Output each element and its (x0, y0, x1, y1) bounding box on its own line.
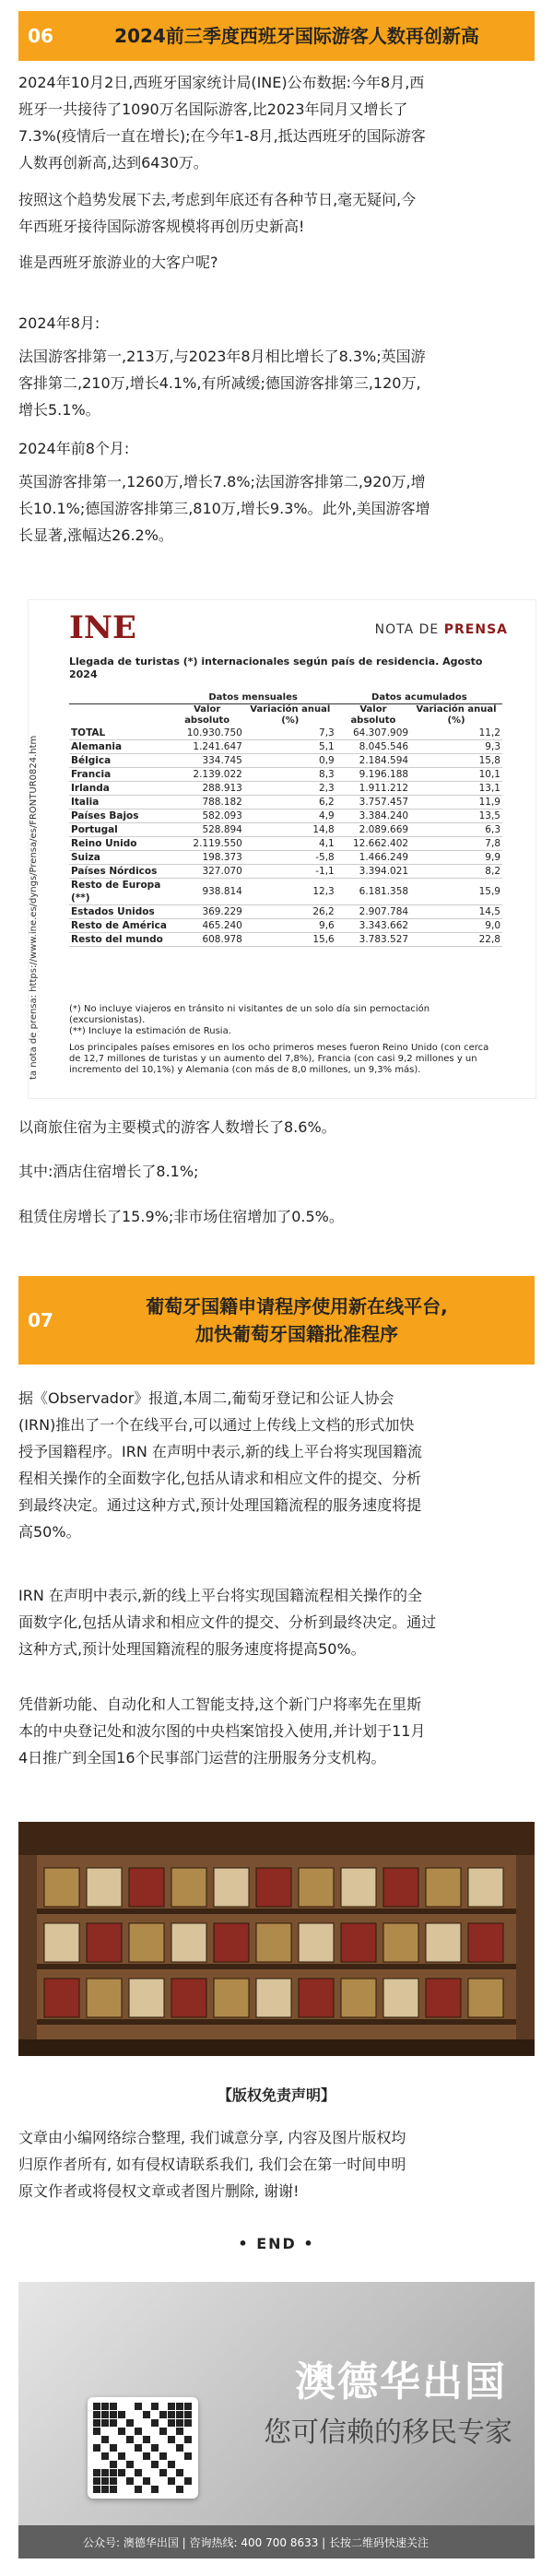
qr-module (101, 2477, 109, 2485)
award-plaque (171, 1979, 206, 2017)
qr-module (176, 2469, 183, 2476)
country-cell: Alemania (69, 740, 170, 754)
qr-module (176, 2403, 183, 2410)
award-plaque (44, 1979, 79, 2017)
qr-module (101, 2469, 109, 2476)
qr-module (93, 2403, 100, 2410)
value-cell: 198.373 (170, 851, 243, 865)
qr-module (93, 2428, 100, 2435)
award-plaque (299, 1868, 334, 1907)
country-cell: Estados Unidos (69, 905, 170, 919)
press-table-title: Llegada de turistas (*) internacionales según país de residencia. Agosto 2024 (69, 656, 483, 680)
value-cell: 2.907.784 (336, 905, 410, 919)
table-row (69, 851, 502, 865)
country-cell: Resto de América (69, 919, 170, 933)
brand-contact-bar: 公众号: 澳德华出国 | 咨询热线: 400 700 8633 | 长按二维码快速关注 (18, 2525, 535, 2558)
value-cell: 3.783.527 (336, 933, 410, 947)
table-row (69, 796, 502, 809)
qr-module (184, 2477, 192, 2485)
qr-module (184, 2411, 192, 2418)
col-header: Valor absoluto (184, 704, 230, 726)
paragraph-irn-statement: IRN 在声明中表示,新的线上平台将实现国籍流程相关操作的全 面数字化,包括从请求和相应文件的提交、分析到最终决定。通过 这种方式,预计处理国籍流程的服务速度将提高50%。 (18, 1587, 437, 1658)
value-cell: 938.814 (170, 879, 243, 905)
qr-module (101, 2486, 109, 2493)
value-cell: 14,5 (410, 905, 502, 919)
value-cell: 9.196.188 (336, 768, 410, 782)
qr-module (110, 2403, 117, 2410)
country-cell: Bélgica (69, 754, 170, 768)
country-cell: Resto de Europa (**) (69, 879, 170, 905)
qr-module (184, 2403, 192, 2410)
value-cell: 1.241.647 (170, 740, 243, 754)
award-plaque (426, 1868, 461, 1907)
award-plaque (214, 1979, 249, 2017)
award-plaque (171, 1868, 206, 1907)
value-cell: 3.757.457 (336, 796, 410, 809)
value-cell: 9,6 (244, 919, 336, 933)
col-header: Variación anual (%) (250, 704, 331, 726)
col-header: Variación anual (%) (416, 704, 497, 726)
value-cell: 13,5 (410, 809, 502, 823)
value-cell: 10,1 (410, 768, 502, 782)
qr-module (168, 2411, 175, 2418)
country-cell: Irlanda (69, 782, 170, 796)
award-plaque (426, 1923, 461, 1962)
qr-module (168, 2419, 175, 2427)
table-row (69, 809, 502, 823)
value-cell: 8,3 (244, 768, 336, 782)
value-cell: 6.181.358 (336, 879, 410, 905)
value-cell: 26,2 (244, 905, 336, 919)
country-cell: Países Nórdicos (69, 865, 170, 879)
value-cell: 7,3 (244, 727, 336, 740)
qr-module (110, 2461, 117, 2468)
value-cell: 15,8 (410, 754, 502, 768)
qr-module (159, 2452, 167, 2460)
press-source-url: ta nota de prensa: https://www.ine.es/dyngs/Prensa/es/FRONTUR0824.htm (29, 735, 39, 1080)
paragraph-portal-rollout: 凭借新功能、自动化和人工智能支持,这个新门户将率先在里斯 本的中央登记处和波尔图的中央档案馆投入使用,并计划于11月 4日推广到全国16个民事部门运营的注册服务分支机构。 (18, 1696, 426, 1767)
award-plaque (468, 1979, 503, 2017)
value-cell: 5,1 (244, 740, 336, 754)
press-notes: (*) No incluye viajeros en tránsito ni visitantes de un solo día sin pernoctación (excursionistas). (**) Incluye la estimación de Rusia. Los principales países emisores en los ocho primeros meses fueron Reino Unido (con cerca de 12,7 millones de turistas y un aumento del 7,8%), Francia (con casi 9,2 millones y un incremento del 10,1%) y Alemania (con más de 8,0 millones, un 9,3% más). (69, 1004, 489, 1075)
paragraph-aug-heading: 2024年8月: (18, 314, 100, 332)
value-cell: 3.394.021 (336, 865, 410, 879)
press-label: NOTA DE PRENSA (374, 622, 508, 637)
award-plaque (383, 1979, 418, 2017)
brand-name: 澳德华出国 (295, 2358, 507, 2405)
value-cell: 4,9 (244, 809, 336, 823)
value-cell: 2.139.022 (170, 768, 243, 782)
award-plaque (341, 1868, 376, 1907)
qr-module (118, 2469, 125, 2476)
table-row (69, 933, 502, 947)
qr-module (159, 2428, 167, 2435)
section-07-header (18, 1276, 535, 1365)
qr-module (143, 2436, 150, 2443)
award-plaque (468, 1923, 503, 1962)
qr-module (184, 2452, 192, 2460)
award-plaque (256, 1979, 291, 2017)
qr-module (176, 2428, 183, 2435)
qr-module (93, 2419, 100, 2427)
award-plaque (468, 1868, 503, 1907)
table-row (69, 782, 502, 796)
qr-module (118, 2411, 125, 2418)
value-cell: 1.911.212 (336, 782, 410, 796)
value-cell: 3.384.240 (336, 809, 410, 823)
qr-module (118, 2452, 125, 2460)
qr-module (126, 2419, 134, 2427)
paragraph-irn-platform: 据《Observador》报道,本周二,葡萄牙登记和公证人协会 (IRN)推出了一个在线平台,可以通过上传线上文档的形式加快 授予国籍程序。IRN 在声明中表示,新的线上平台将实现国籍流 程相关操作的全面数字化,包括从请求和相应文件的提交、分析 到最终决定。通过这种方式,预计处理国籍流程的服务速度将提 高50%。 (18, 1389, 422, 1541)
qr-module (135, 2444, 142, 2452)
section-number: 06 (20, 13, 61, 59)
qr-module (135, 2403, 142, 2410)
display-shelves-photo (18, 1822, 535, 2056)
tourist-arrivals-table (69, 692, 502, 947)
award-plaque (299, 1979, 334, 2017)
award-plaque (341, 1923, 376, 1962)
qr-module (168, 2461, 175, 2468)
qr-module (135, 2486, 142, 2493)
value-cell: 12.662.402 (336, 837, 410, 851)
qr-module (176, 2419, 183, 2427)
value-cell: 3.343.662 (336, 919, 410, 933)
value-cell: 334.745 (170, 754, 243, 768)
country-cell: Suiza (69, 851, 170, 865)
display-shelves-illustration (18, 1822, 535, 2056)
group-header-cumulative: Datos acumulados (336, 692, 502, 704)
country-cell: Resto del mundo (69, 933, 170, 947)
value-cell: 8.045.546 (336, 740, 410, 754)
country-cell: TOTAL (69, 727, 170, 740)
ine-logo: INE (69, 609, 136, 646)
country-cell: Francia (69, 768, 170, 782)
qr-module (126, 2436, 134, 2443)
qr-module (143, 2477, 150, 2485)
qr-module (93, 2469, 100, 2476)
qr-module (168, 2477, 175, 2485)
value-cell: -5,8 (244, 851, 336, 865)
qr-module (135, 2428, 142, 2435)
paragraph-aug-detail: 法国游客排第一,213万,与2023年8月相比增长了8.3%;英国游 客排第二,210万,增长4.1%,有所减缓;德国游客排第三,120万, 增长5.1%。 (18, 348, 426, 419)
qr-module (176, 2411, 183, 2418)
qr-module (101, 2411, 109, 2418)
value-cell: 788.182 (170, 796, 243, 809)
value-cell: 9,9 (410, 851, 502, 865)
qr-module (126, 2477, 134, 2485)
value-cell: 2.089.669 (336, 823, 410, 837)
award-plaque (129, 1979, 164, 2017)
value-cell: 6,2 (244, 796, 336, 809)
award-plaque (87, 1979, 122, 2017)
section-title: 葡萄牙国籍申请程序使用新在线平台, 加快葡萄牙国籍批准程序 (61, 1278, 533, 1363)
shelf-board (37, 1964, 516, 1969)
qr-module (176, 2486, 183, 2493)
value-cell: 9,3 (410, 740, 502, 754)
qr-module (101, 2436, 109, 2443)
qr-module (184, 2419, 192, 2427)
ine-press-release-image (28, 599, 536, 1099)
qr-module (176, 2444, 183, 2452)
award-plaque (129, 1923, 164, 1962)
qr-module (159, 2469, 167, 2476)
value-cell: 9,0 (410, 919, 502, 933)
table-row (69, 865, 502, 879)
award-plaque (214, 1923, 249, 1962)
country-cell: Reino Unido (69, 837, 170, 851)
country-cell: Portugal (69, 823, 170, 837)
paragraph-question: 谁是西班牙旅游业的大客户呢? (18, 254, 218, 271)
value-cell: 1.466.249 (336, 851, 410, 865)
col-header: Valor absoluto (350, 704, 396, 726)
value-cell: 13,1 (410, 782, 502, 796)
qr-module (143, 2411, 150, 2418)
value-cell: 8,2 (410, 865, 502, 879)
award-plaque (214, 1868, 249, 1907)
value-cell: 64.307.909 (336, 727, 410, 740)
qr-module (93, 2411, 100, 2418)
paragraph-business-stay: 以商旅住宿为主要模式的游客人数增长了8.6%。 (18, 1118, 336, 1136)
award-plaque (171, 1923, 206, 1962)
qr-module (151, 2444, 159, 2452)
award-plaque (426, 1979, 461, 2017)
qr-module (110, 2419, 117, 2427)
table-row (69, 768, 502, 782)
qr-code[interactable] (88, 2397, 198, 2499)
section-title: 2024前三季度西班牙国际游客人数再创新高 (61, 13, 533, 59)
value-cell: 14,8 (244, 823, 336, 837)
award-plaque (87, 1868, 122, 1907)
qr-code-icon (88, 2397, 198, 2499)
qr-module (126, 2461, 134, 2468)
table-row (69, 837, 502, 851)
qr-module (151, 2486, 159, 2493)
qr-module (93, 2444, 100, 2452)
table-row (69, 919, 502, 933)
value-cell: 12,3 (244, 879, 336, 905)
table-row (69, 740, 502, 754)
qr-module (159, 2411, 167, 2418)
value-cell: 15,9 (410, 879, 502, 905)
value-cell: 528.894 (170, 823, 243, 837)
award-plaque (44, 1923, 79, 1962)
award-plaque (383, 1923, 418, 1962)
qr-module (93, 2486, 100, 2493)
qr-module (168, 2436, 175, 2443)
value-cell: 11,2 (410, 727, 502, 740)
award-plaque (299, 1923, 334, 1962)
value-cell: 15,6 (244, 933, 336, 947)
section-06-header (18, 11, 535, 61)
qr-module (168, 2403, 175, 2410)
table-row (69, 879, 502, 905)
award-plaque (256, 1923, 291, 1962)
qr-module (110, 2411, 117, 2418)
shelf-board (37, 1908, 516, 1914)
qr-module (118, 2428, 125, 2435)
paragraph-ytd-heading: 2024年前8个月: (18, 440, 130, 457)
brand-slogan: 您可信赖的移民专家 (264, 2416, 512, 2449)
value-cell: 4,1 (244, 837, 336, 851)
value-cell: 369.229 (170, 905, 243, 919)
qr-module (151, 2419, 159, 2427)
value-cell: 288.913 (170, 782, 243, 796)
table-row (69, 823, 502, 837)
value-cell: 2.119.550 (170, 837, 243, 851)
award-plaque (341, 1979, 376, 2017)
brand-banner (18, 2282, 535, 2558)
value-cell: -1,1 (244, 865, 336, 879)
country-cell: Italia (69, 796, 170, 809)
award-plaque (256, 1868, 291, 1907)
group-header-monthly: Datos mensuales (170, 692, 335, 704)
qr-module (151, 2403, 159, 2410)
value-cell: 0,9 (244, 754, 336, 768)
value-cell: 10.930.750 (170, 727, 243, 740)
qr-module (110, 2469, 117, 2476)
value-cell: 608.978 (170, 933, 243, 947)
qr-module (101, 2403, 109, 2410)
qr-module (110, 2486, 117, 2493)
paragraph-hotel: 其中:酒店住宿增长了8.1%; (18, 1163, 199, 1180)
end-marker: • END • (238, 2235, 315, 2252)
qr-module (110, 2444, 117, 2452)
section-number: 07 (20, 1278, 61, 1363)
paragraph-trend: 按照这个趋势发展下去,考虑到年底还有各种节日,毫无疑问,今 年西班牙接待国际游客规模将再创历史新高! (18, 191, 417, 235)
value-cell: 11,9 (410, 796, 502, 809)
qr-module (101, 2419, 109, 2427)
value-cell: 582.093 (170, 809, 243, 823)
award-plaque (383, 1868, 418, 1907)
country-cell: Países Bajos (69, 809, 170, 823)
award-plaque (129, 1868, 164, 1907)
value-cell: 465.240 (170, 919, 243, 933)
qr-module (184, 2436, 192, 2443)
paragraph-ytd-detail: 英国游客排第一,1260万,增长7.8%;法国游客排第二,920万,增 长10.1%;德国游客排第三,810万,增长9.3%。此外,美国游客增 长显著,涨幅达26.2%。 (18, 473, 430, 544)
paragraph-ine-data: 2024年10月2日,西班牙国家统计局(INE)公布数据:今年8月,西 班牙一共接待了1090万名国际游客,比2023年同月又增长了 7.3%(疫情后一直在增长);在今年1-8月,抵达西班牙的国际游客 人数再创新高,达到6430万。 (18, 74, 426, 171)
qr-module (151, 2461, 159, 2468)
value-cell: 2,3 (244, 782, 336, 796)
value-cell: 6,3 (410, 823, 502, 837)
copyright-title: 【版权免责声明】 (217, 2086, 335, 2104)
qr-module (110, 2477, 117, 2485)
award-plaque (44, 1868, 79, 1907)
value-cell: 327.070 (170, 865, 243, 879)
copyright-text: 文章由小编网络综合整理, 我们诚意分享, 内容及图片版权均 归原作者所有, 如有侵权请联系我们, 我们会在第一时间申明 原文作者或将侵权文章或者图片删除, 谢谢! (18, 2129, 406, 2200)
value-cell: 22,8 (410, 933, 502, 947)
qr-module (135, 2469, 142, 2476)
qr-module (93, 2477, 100, 2485)
table-row (69, 905, 502, 919)
table-row (69, 754, 502, 768)
award-plaque (87, 1923, 122, 1962)
qr-module (143, 2452, 150, 2460)
shelf-board (37, 2019, 516, 2025)
value-cell: 7,8 (410, 837, 502, 851)
table-row (69, 727, 502, 740)
qr-module (101, 2452, 109, 2460)
value-cell: 2.184.594 (336, 754, 410, 768)
paragraph-rental: 租赁住房增长了15.9%;非市场住宿增加了0.5%。 (18, 1208, 344, 1225)
